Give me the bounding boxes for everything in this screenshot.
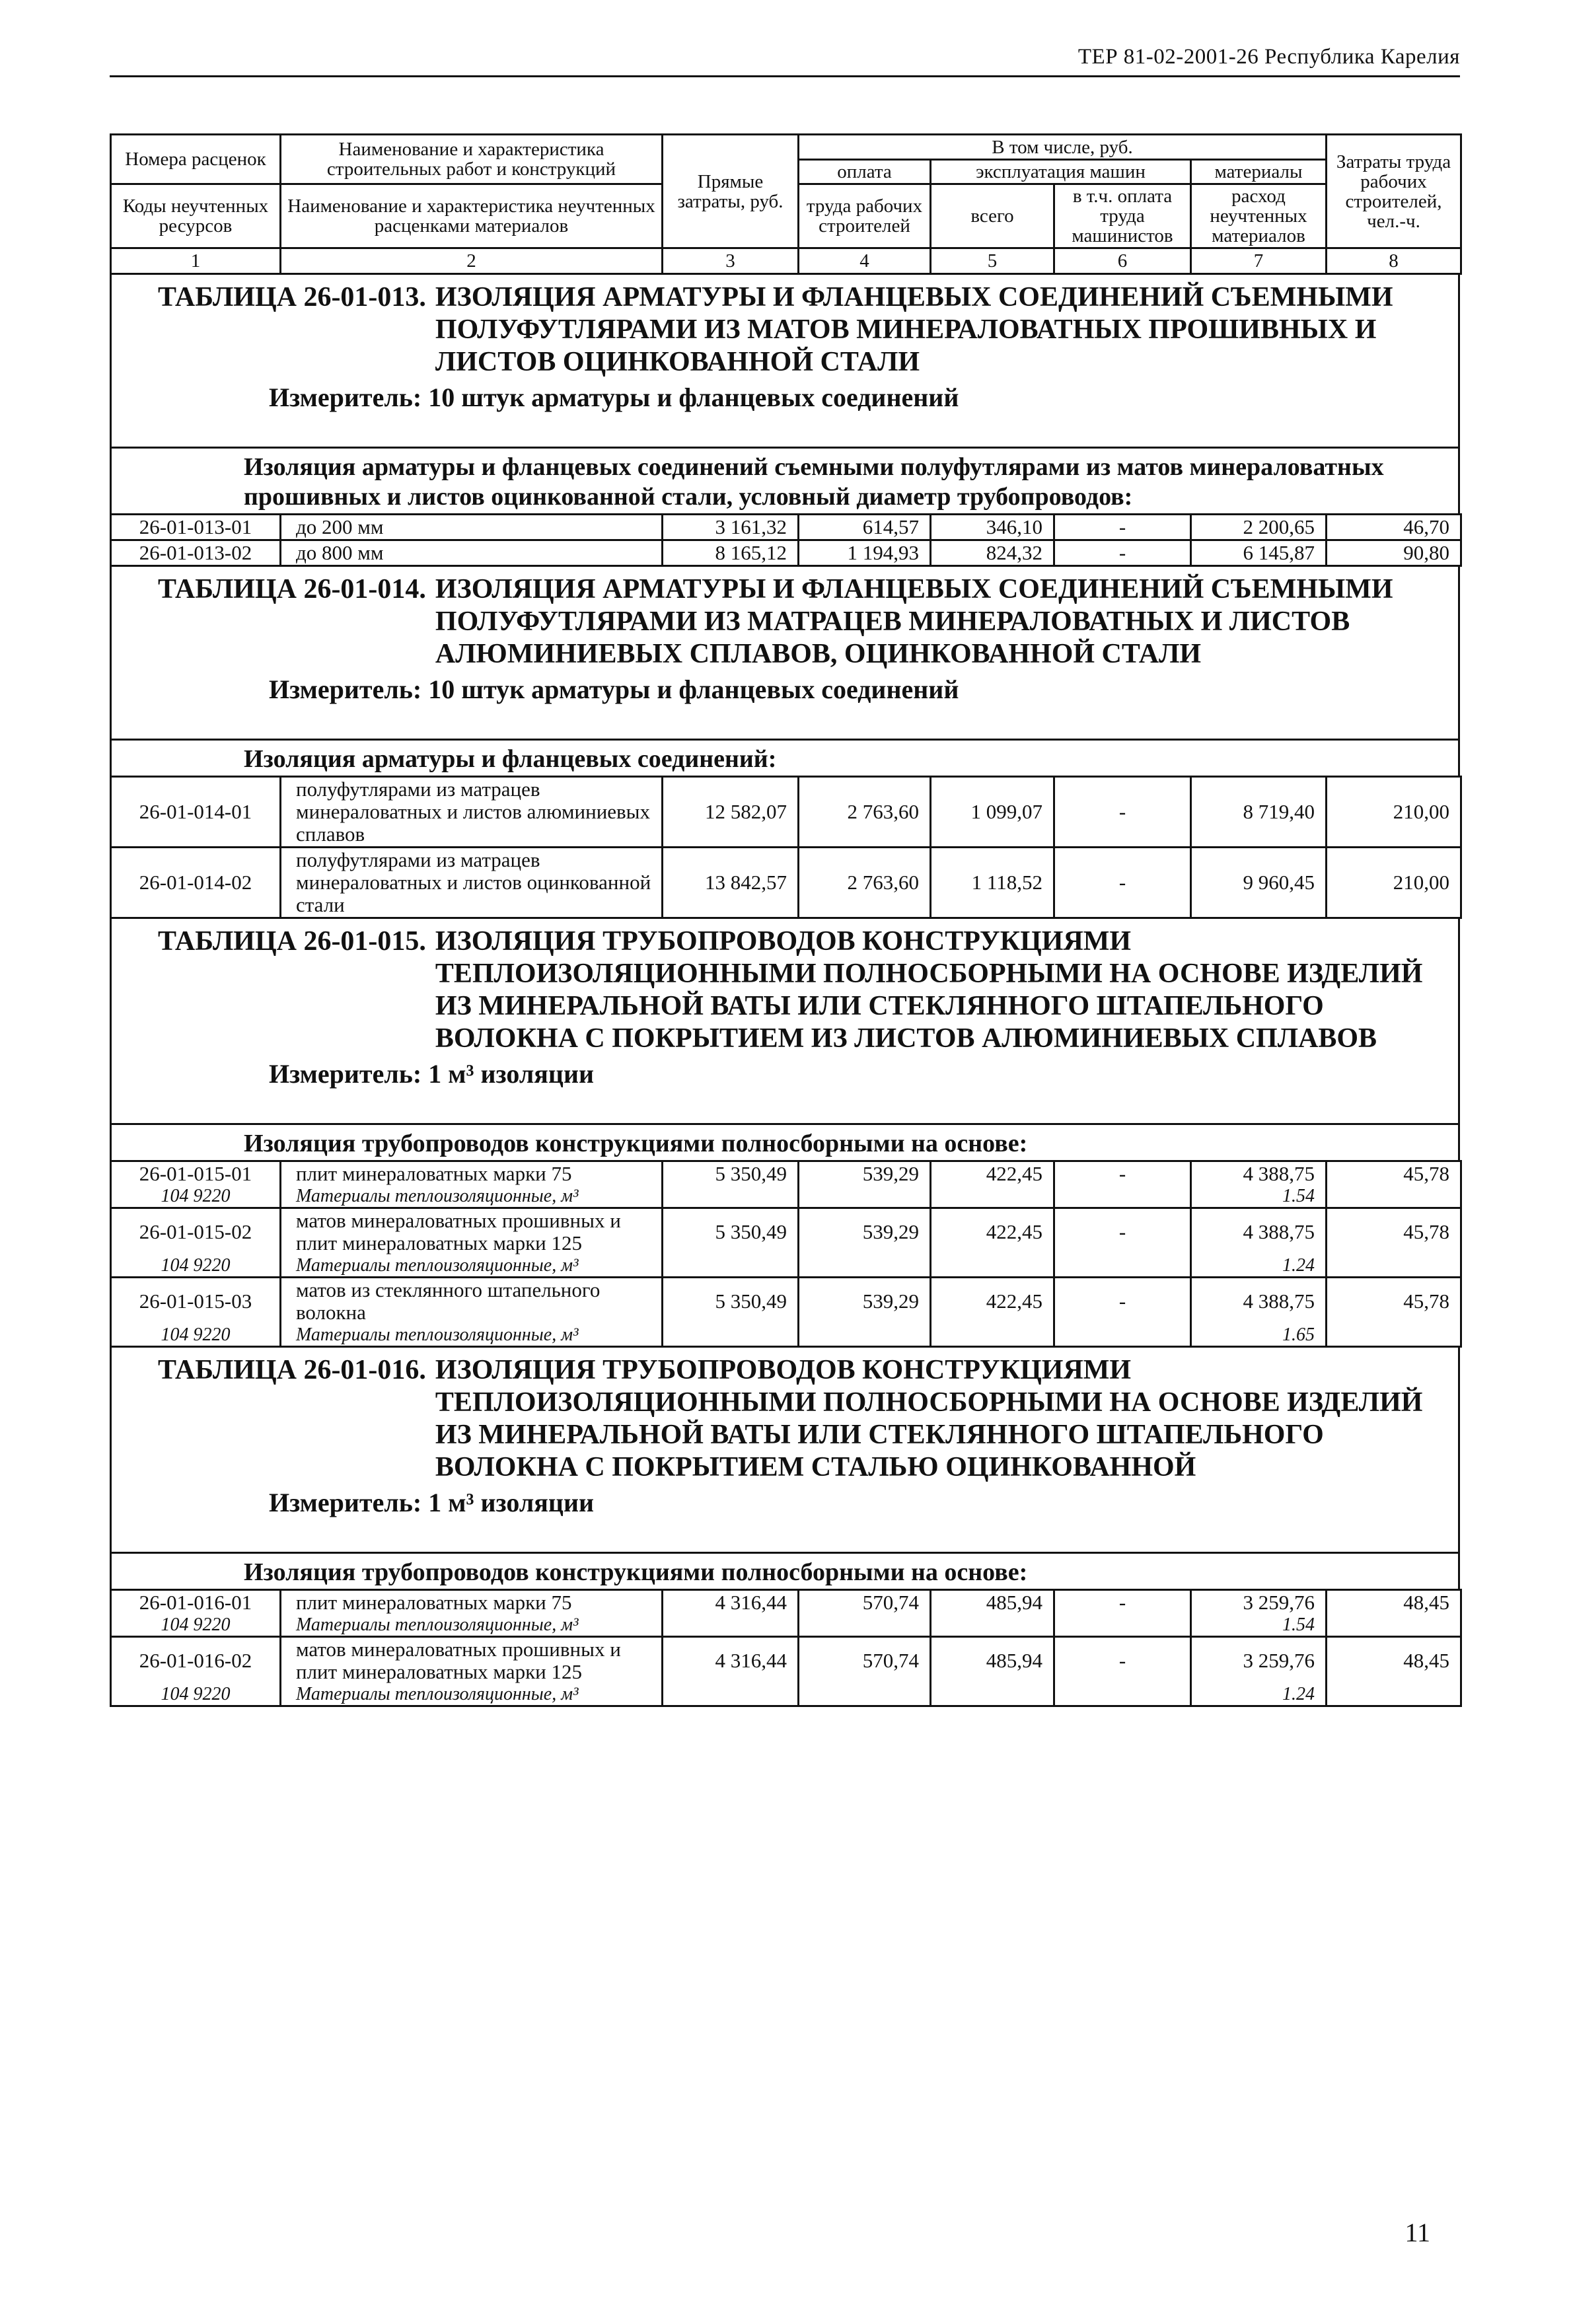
material-row: 104 9220 Материалы теплоизоляционные, м³ 1.54 <box>111 1615 1461 1637</box>
table-row: 26-01-013-02 до 800 мм 8 165,12 1 194,93 824,32 - 6 145,87 90,80 <box>111 540 1461 566</box>
table-row: 26-01-014-01 полуфутлярами из матрацев минераловатных и листов алюминиевых сплавов 12 582,07 2 763,60 1 099,07 - 8 719,40 210,00 <box>111 777 1461 848</box>
table-title-016 <box>110 1348 1460 1527</box>
table-row: 26-01-015-01 плит минераловатных марки 75 5 350,49 539,29 422,45 - 4 388,75 45,78 <box>111 1161 1461 1186</box>
spacer <box>110 1098 1460 1123</box>
table-title-text: ИЗОЛЯЦИЯ АРМАТУРЫ И ФЛАНЦЕВЫХ СОЕДИНЕНИЙ СЪЕМНЫМИ ПОЛУФУТЛЯРАМИ ИЗ МАТОВ МИНЕРАЛОВАТНЫХ ПРОШИВНЫХ И ЛИСТОВ ОЦИНКОВАННОЙ СТАЛИ <box>435 282 1393 377</box>
col1-bottom-head: Коды неучтенных ресурсов <box>111 184 281 248</box>
section-caption-016: Изоляция трубопроводов конструкциями полносборными на основе: <box>110 1552 1460 1589</box>
table-row: 26-01-013-01 до 200 мм 3 161,32 614,57 346,10 - 2 200,65 46,70 <box>111 515 1461 540</box>
table-prefix: ТАБЛИЦА 26-01-016. <box>158 1355 426 1385</box>
spacer <box>110 1527 1460 1552</box>
rates-table-014 <box>110 776 1462 919</box>
material-row: 104 9220 Материалы теплоизоляционные, м³ 1.24 <box>111 1255 1461 1278</box>
table-row: 26-01-015-02 матов минераловатных прошивных и плит минераловатных марки 125 5 350,49 539,29 422,45 - 4 388,75 45,78 <box>111 1208 1461 1256</box>
section-caption-015: Изоляция трубопроводов конструкциями полносборными на основе: <box>110 1123 1460 1160</box>
machines-head: эксплуатация машин <box>931 160 1191 184</box>
col-num-8: 8 <box>1327 248 1461 274</box>
col3-head: Прямые затраты, руб. <box>663 135 799 248</box>
table-row: 26-01-016-02 матов минераловатных прошивных и плит минераловатных марки 125 4 316,44 570,74 485,94 - 3 259,76 48,45 <box>111 1637 1461 1685</box>
table-prefix: ТАБЛИЦА 26-01-013. <box>158 282 426 312</box>
col-num-5: 5 <box>931 248 1054 274</box>
section-caption-013: Изоляция арматуры и фланцевых соединений съемными полуфутлярами из матов минераловатных прошивных и листов оцинкованной стали, условный диаметр трубопроводов: <box>110 447 1460 513</box>
spacer <box>110 713 1460 739</box>
col1-top-head: Номера расценок <box>111 135 281 184</box>
meter-line: Измеритель: 1 м³ изоляции <box>269 1059 595 1089</box>
meter-line: Измеритель: 10 штук арматуры и фланцевых соединений <box>269 382 959 412</box>
running-header: ТЕР 81-02-2001-26 Республика Карелия <box>1077 45 1460 69</box>
material-row: 104 9220 Материалы теплоизоляционные, м³ 1.24 <box>111 1684 1461 1706</box>
header-rule <box>110 75 1460 77</box>
table-prefix: ТАБЛИЦА 26-01-014. <box>158 574 426 604</box>
col-num-2: 2 <box>281 248 663 274</box>
table-title-text: ИЗОЛЯЦИЯ АРМАТУРЫ И ФЛАНЦЕВЫХ СОЕДИНЕНИЙ СЪЕМНЫМИ ПОЛУФУТЛЯРАМИ ИЗ МАТРАЦЕВ МИНЕРАЛОВАТНЫХ И ЛИСТОВ АЛЮМИНИЕВЫХ СПЛАВОВ, ОЦИНКОВАННОЙ СТАЛИ <box>435 574 1393 669</box>
rates-table-013 <box>110 513 1462 567</box>
table-title-text: ИЗОЛЯЦИЯ ТРУБОПРОВОДОВ КОНСТРУКЦИЯМИ ТЕПЛОИЗОЛЯЦИОННЫМИ ПОЛНОСБОРНЫМИ НА ОСНОВЕ ИЗДЕЛИЙ ИЗ МИНЕРАЛЬНОЙ ВАТЫ ИЛИ СТЕКЛЯННОГО ШТАПЕЛЬНОГО ВОЛОКНА С ПОКРЫТИЕМ СТАЛЬЮ ОЦИНКОВАННОЙ <box>435 1355 1423 1482</box>
table-title-013 <box>110 275 1460 421</box>
col5-head: всего <box>931 184 1054 248</box>
meter-line: Измеритель: 10 штук арматуры и фланцевых соединений <box>269 674 959 704</box>
col2-top-head: Наименование и характеристика строительных работ и конструкций <box>281 135 663 184</box>
table-title-015 <box>110 919 1460 1098</box>
rates-table-015 <box>110 1160 1462 1348</box>
section-caption-014: Изоляция арматуры и фланцевых соединений: <box>110 739 1460 776</box>
table-title-014 <box>110 567 1460 713</box>
col8-head: Затраты труда рабочих строителей, чел.-ч. <box>1327 135 1461 248</box>
col-num-3: 3 <box>663 248 799 274</box>
table-prefix: ТАБЛИЦА 26-01-015. <box>158 926 426 957</box>
meter-line: Измеритель: 1 м³ изоляции <box>269 1488 595 1517</box>
spacer <box>110 421 1460 447</box>
page-number: 11 <box>1405 2218 1430 2247</box>
col4-head: труда рабочих строителей <box>799 184 931 248</box>
rates-table-016 <box>110 1589 1462 1707</box>
col-num-7: 7 <box>1191 248 1327 274</box>
col7-head: расход неучтенных материалов <box>1191 184 1327 248</box>
document-body <box>110 133 1460 1707</box>
materials-head: материалы <box>1191 160 1327 184</box>
table-title-text: ИЗОЛЯЦИЯ ТРУБОПРОВОДОВ КОНСТРУКЦИЯМИ ТЕПЛОИЗОЛЯЦИОННЫМИ ПОЛНОСБОРНЫМИ НА ОСНОВЕ ИЗДЕЛИЙ ИЗ МИНЕРАЛЬНОЙ ВАТЫ ИЛИ СТЕКЛЯННОГО ШТАПЕЛЬНОГО ВОЛОКНА С ПОКРЫТИЕМ ИЗ ЛИСТОВ АЛЮМИНИЕВЫХ СПЛАВОВ <box>435 926 1423 1054</box>
material-row: 104 9220 Материалы теплоизоляционные, м³ 1.54 <box>111 1186 1461 1208</box>
table-row: 26-01-014-02 полуфутлярами из матрацев минераловатных и листов оцинкованной стали 13 842,57 2 763,60 1 118,52 - 9 960,45 210,00 <box>111 848 1461 918</box>
pay-head-top: оплата <box>799 160 931 184</box>
col-num-6: 6 <box>1054 248 1191 274</box>
table-row: 26-01-015-03 матов из стеклянного штапельного волокна 5 350,49 539,29 422,45 - 4 388,75 45,78 <box>111 1278 1461 1325</box>
column-header-table <box>110 133 1462 275</box>
col-num-4: 4 <box>799 248 931 274</box>
incl-head: В том числе, руб. <box>799 135 1327 160</box>
col2-bottom-head: Наименование и характеристика неучтенных расценками материалов <box>281 184 663 248</box>
table-row: 26-01-016-01 плит минераловатных марки 75 4 316,44 570,74 485,94 - 3 259,76 48,45 <box>111 1590 1461 1615</box>
col6-head: в т.ч. оплата труда машинистов <box>1054 184 1191 248</box>
col-num-1: 1 <box>111 248 281 274</box>
material-row: 104 9220 Материалы теплоизоляционные, м³ 1.65 <box>111 1325 1461 1347</box>
